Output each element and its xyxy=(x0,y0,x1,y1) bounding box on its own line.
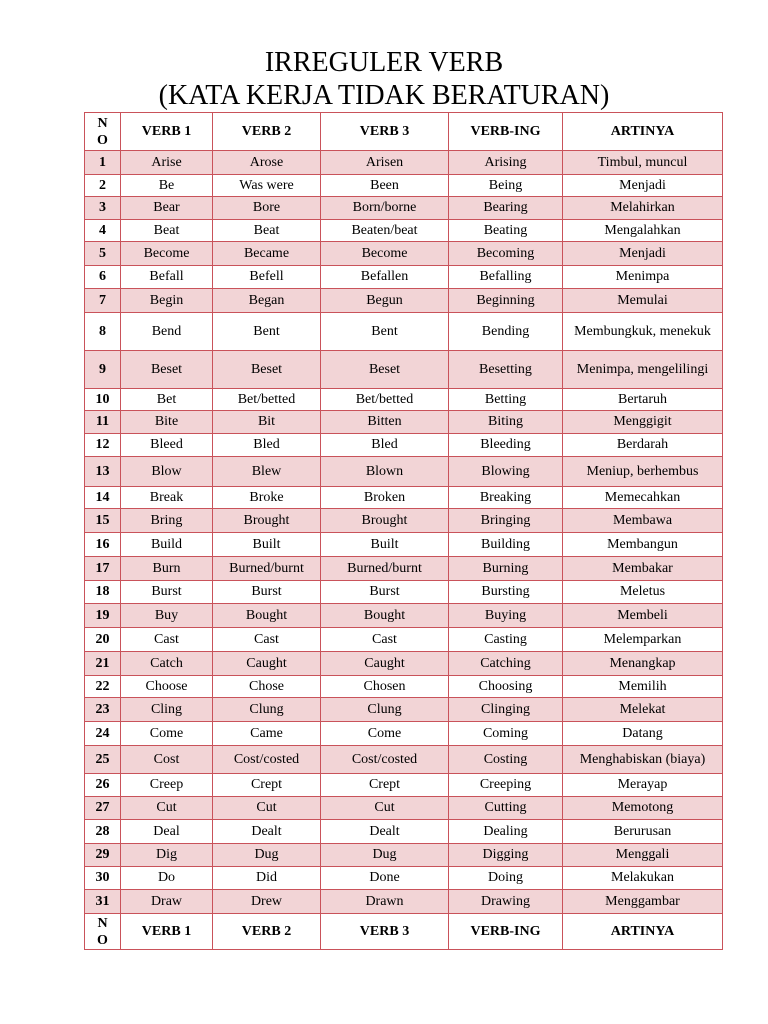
verb3-cell: Bought xyxy=(321,604,449,628)
row-number: 20 xyxy=(85,628,121,652)
verb3-cell: Built xyxy=(321,533,449,557)
verb2-cell: Cast xyxy=(213,628,321,652)
footer-verb2: VERB 2 xyxy=(213,914,321,950)
verb2-cell: Arose xyxy=(213,151,321,175)
artinya-cell: Menjadi xyxy=(563,175,723,197)
artinya-cell: Berurusan xyxy=(563,820,723,844)
verbing-cell: Drawing xyxy=(449,890,563,914)
artinya-cell: Menggambar xyxy=(563,890,723,914)
verb1-cell: Arise xyxy=(121,151,213,175)
verbing-cell: Beginning xyxy=(449,289,563,313)
verb2-cell: Burned/burnt xyxy=(213,557,321,581)
verbing-cell: Bearing xyxy=(449,197,563,220)
verb1-cell: Burn xyxy=(121,557,213,581)
artinya-cell: Melekat xyxy=(563,698,723,722)
verb1-cell: Cling xyxy=(121,698,213,722)
row-number: 13 xyxy=(85,457,121,487)
verb2-cell: Brought xyxy=(213,509,321,533)
table-row xyxy=(85,557,723,581)
row-number: 29 xyxy=(85,844,121,867)
artinya-cell: Melemparkan xyxy=(563,628,723,652)
verb1-cell: Dig xyxy=(121,844,213,867)
row-number: 23 xyxy=(85,698,121,722)
header-verb2: VERB 2 xyxy=(213,113,321,151)
verbing-cell: Bleeding xyxy=(449,434,563,457)
footer-no: N O xyxy=(85,914,121,950)
table-row xyxy=(85,151,723,175)
verb2-cell: Dug xyxy=(213,844,321,867)
verb3-cell: Begun xyxy=(321,289,449,313)
verb1-cell: Bring xyxy=(121,509,213,533)
verbing-cell: Becoming xyxy=(449,242,563,266)
verb2-cell: Befell xyxy=(213,266,321,289)
row-number: 15 xyxy=(85,509,121,533)
verb2-cell: Drew xyxy=(213,890,321,914)
verbing-cell: Besetting xyxy=(449,351,563,389)
verb2-cell: Built xyxy=(213,533,321,557)
verb3-cell: Brought xyxy=(321,509,449,533)
verb3-cell: Burst xyxy=(321,581,449,604)
verb1-cell: Cost xyxy=(121,746,213,774)
row-number: 9 xyxy=(85,351,121,389)
verb3-cell: Broken xyxy=(321,487,449,509)
verb1-cell: Beat xyxy=(121,220,213,242)
table-row xyxy=(85,797,723,820)
table-row xyxy=(85,434,723,457)
page-subtitle: (KATA KERJA TIDAK BERATURAN) xyxy=(158,80,610,111)
footer-verbing: VERB-ING xyxy=(449,914,563,950)
artinya-cell: Memulai xyxy=(563,289,723,313)
verbing-cell: Cutting xyxy=(449,797,563,820)
row-number: 11 xyxy=(85,411,121,434)
verb2-cell: Broke xyxy=(213,487,321,509)
verbing-cell: Breaking xyxy=(449,487,563,509)
artinya-cell: Melahirkan xyxy=(563,197,723,220)
row-number: 17 xyxy=(85,557,121,581)
artinya-cell: Bertaruh xyxy=(563,389,723,411)
verb1-cell: Cast xyxy=(121,628,213,652)
verbing-cell: Catching xyxy=(449,652,563,676)
row-number: 21 xyxy=(85,652,121,676)
verb1-cell: Creep xyxy=(121,774,213,797)
row-number: 2 xyxy=(85,175,121,197)
row-number: 1 xyxy=(85,151,121,175)
verbing-cell: Digging xyxy=(449,844,563,867)
verb2-cell: Did xyxy=(213,867,321,890)
artinya-cell: Menggali xyxy=(563,844,723,867)
table-row xyxy=(85,509,723,533)
table-row xyxy=(85,533,723,557)
verbing-cell: Creeping xyxy=(449,774,563,797)
table-row xyxy=(85,867,723,890)
row-number: 10 xyxy=(85,389,121,411)
row-number: 5 xyxy=(85,242,121,266)
verbing-cell: Costing xyxy=(449,746,563,774)
verb2-cell: Clung xyxy=(213,698,321,722)
artinya-cell: Membakar xyxy=(563,557,723,581)
table-row xyxy=(85,266,723,289)
verb1-cell: Burst xyxy=(121,581,213,604)
table-row xyxy=(85,774,723,797)
verbing-cell: Dealing xyxy=(449,820,563,844)
verbing-cell: Biting xyxy=(449,411,563,434)
verbing-cell: Doing xyxy=(449,867,563,890)
row-number: 18 xyxy=(85,581,121,604)
table-row xyxy=(85,411,723,434)
table-row xyxy=(85,457,723,487)
verbing-cell: Casting xyxy=(449,628,563,652)
verbing-cell: Burning xyxy=(449,557,563,581)
verb3-cell: Chosen xyxy=(321,676,449,698)
table-row xyxy=(85,220,723,242)
verb2-cell: Burst xyxy=(213,581,321,604)
verb2-cell: Blew xyxy=(213,457,321,487)
row-number: 24 xyxy=(85,722,121,746)
row-number: 4 xyxy=(85,220,121,242)
table-row xyxy=(85,389,723,411)
verb2-cell: Cut xyxy=(213,797,321,820)
verb3-cell: Come xyxy=(321,722,449,746)
row-number: 26 xyxy=(85,774,121,797)
table-row xyxy=(85,652,723,676)
verb1-cell: Buy xyxy=(121,604,213,628)
table-row xyxy=(85,698,723,722)
verb3-cell: Dealt xyxy=(321,820,449,844)
verb3-cell: Blown xyxy=(321,457,449,487)
artinya-cell: Menggigit xyxy=(563,411,723,434)
verbing-cell: Clinging xyxy=(449,698,563,722)
page-title: IRREGULER VERB xyxy=(264,47,504,78)
verb2-cell: Bit xyxy=(213,411,321,434)
verb2-cell: Bought xyxy=(213,604,321,628)
verb2-cell: Bent xyxy=(213,313,321,351)
table-row xyxy=(85,289,723,313)
verb3-cell: Crept xyxy=(321,774,449,797)
artinya-cell: Mengalahkan xyxy=(563,220,723,242)
verb2-cell: Became xyxy=(213,242,321,266)
verb1-cell: Do xyxy=(121,867,213,890)
table-row xyxy=(85,844,723,867)
row-number: 12 xyxy=(85,434,121,457)
verb2-cell: Cost/costed xyxy=(213,746,321,774)
verb1-cell: Beset xyxy=(121,351,213,389)
row-number: 16 xyxy=(85,533,121,557)
artinya-cell: Menghabiskan (biaya) xyxy=(563,746,723,774)
verbing-cell: Blowing xyxy=(449,457,563,487)
verb1-cell: Come xyxy=(121,722,213,746)
artinya-cell: Memilih xyxy=(563,676,723,698)
verb3-cell: Bitten xyxy=(321,411,449,434)
artinya-cell: Merayap xyxy=(563,774,723,797)
verb2-cell: Beset xyxy=(213,351,321,389)
verb1-cell: Deal xyxy=(121,820,213,844)
verb1-cell: Build xyxy=(121,533,213,557)
verbing-cell: Building xyxy=(449,533,563,557)
table-row xyxy=(85,746,723,774)
verb1-cell: Choose xyxy=(121,676,213,698)
verbing-cell: Betting xyxy=(449,389,563,411)
row-number: 31 xyxy=(85,890,121,914)
row-number: 22 xyxy=(85,676,121,698)
verb1-cell: Become xyxy=(121,242,213,266)
table-row xyxy=(85,581,723,604)
verb1-cell: Cut xyxy=(121,797,213,820)
verbing-cell: Choosing xyxy=(449,676,563,698)
artinya-cell: Berdarah xyxy=(563,434,723,457)
row-number: 19 xyxy=(85,604,121,628)
artinya-cell: Memecahkan xyxy=(563,487,723,509)
verbing-cell: Bending xyxy=(449,313,563,351)
footer-verb3: VERB 3 xyxy=(321,914,449,950)
verb3-cell: Been xyxy=(321,175,449,197)
verb3-cell: Cost/costed xyxy=(321,746,449,774)
table-row xyxy=(85,197,723,220)
verb2-cell: Dealt xyxy=(213,820,321,844)
verb3-cell: Beset xyxy=(321,351,449,389)
header-verbing: VERB-ING xyxy=(449,113,563,151)
artinya-cell: Menangkap xyxy=(563,652,723,676)
verb1-cell: Bleed xyxy=(121,434,213,457)
verb1-cell: Bear xyxy=(121,197,213,220)
artinya-cell: Menimpa, mengelilingi xyxy=(563,351,723,389)
verb3-cell: Befallen xyxy=(321,266,449,289)
verb2-cell: Chose xyxy=(213,676,321,698)
verbing-cell: Bursting xyxy=(449,581,563,604)
verb3-cell: Bet/betted xyxy=(321,389,449,411)
table-row xyxy=(85,722,723,746)
header-no: N O xyxy=(85,113,121,151)
verb2-cell: Bled xyxy=(213,434,321,457)
verb1-cell: Catch xyxy=(121,652,213,676)
verbing-cell: Arising xyxy=(449,151,563,175)
verb1-cell: Draw xyxy=(121,890,213,914)
row-number: 25 xyxy=(85,746,121,774)
verb3-cell: Become xyxy=(321,242,449,266)
artinya-cell: Meletus xyxy=(563,581,723,604)
artinya-cell: Membawa xyxy=(563,509,723,533)
verb2-cell: Crept xyxy=(213,774,321,797)
header-verb1: VERB 1 xyxy=(121,113,213,151)
verb1-cell: Bite xyxy=(121,411,213,434)
footer-verb1: VERB 1 xyxy=(121,914,213,950)
verbing-cell: Bringing xyxy=(449,509,563,533)
verb2-cell: Was were xyxy=(213,175,321,197)
row-number: 7 xyxy=(85,289,121,313)
verbing-cell: Coming xyxy=(449,722,563,746)
artinya-cell: Melakukan xyxy=(563,867,723,890)
table-row xyxy=(85,242,723,266)
verb2-cell: Began xyxy=(213,289,321,313)
artinya-cell: Menimpa xyxy=(563,266,723,289)
table-row xyxy=(85,487,723,509)
table-row xyxy=(85,628,723,652)
row-number: 27 xyxy=(85,797,121,820)
verb3-cell: Clung xyxy=(321,698,449,722)
verb1-cell: Bet xyxy=(121,389,213,411)
verbing-cell: Befalling xyxy=(449,266,563,289)
artinya-cell: Memotong xyxy=(563,797,723,820)
table-row xyxy=(85,175,723,197)
table-header-row xyxy=(85,113,723,151)
artinya-cell: Membungkuk, menekuk xyxy=(563,313,723,351)
header-verb3: VERB 3 xyxy=(321,113,449,151)
header-artinya: ARTINYA xyxy=(563,113,723,151)
verb3-cell: Bent xyxy=(321,313,449,351)
artinya-cell: Menjadi xyxy=(563,242,723,266)
verb3-cell: Arisen xyxy=(321,151,449,175)
table-row xyxy=(85,604,723,628)
row-number: 30 xyxy=(85,867,121,890)
row-number: 8 xyxy=(85,313,121,351)
verb1-cell: Break xyxy=(121,487,213,509)
verb2-cell: Bet/betted xyxy=(213,389,321,411)
verb1-cell: Begin xyxy=(121,289,213,313)
verbing-cell: Buying xyxy=(449,604,563,628)
table-footer-header-row xyxy=(85,914,723,950)
verb1-cell: Be xyxy=(121,175,213,197)
verbing-cell: Beating xyxy=(449,220,563,242)
table-row xyxy=(85,351,723,389)
verb3-cell: Cut xyxy=(321,797,449,820)
artinya-cell: Membangun xyxy=(563,533,723,557)
verb3-cell: Dug xyxy=(321,844,449,867)
artinya-cell: Datang xyxy=(563,722,723,746)
table-row xyxy=(85,676,723,698)
verb3-cell: Drawn xyxy=(321,890,449,914)
verb3-cell: Beaten/beat xyxy=(321,220,449,242)
artinya-cell: Meniup, berhembus xyxy=(563,457,723,487)
irregular-verb-table xyxy=(84,112,723,950)
artinya-cell: Timbul, muncul xyxy=(563,151,723,175)
table-row xyxy=(85,313,723,351)
verb3-cell: Bled xyxy=(321,434,449,457)
verb2-cell: Caught xyxy=(213,652,321,676)
table-row xyxy=(85,890,723,914)
artinya-cell: Membeli xyxy=(563,604,723,628)
table-row xyxy=(85,820,723,844)
verb1-cell: Blow xyxy=(121,457,213,487)
verb3-cell: Born/borne xyxy=(321,197,449,220)
verb1-cell: Befall xyxy=(121,266,213,289)
verb3-cell: Cast xyxy=(321,628,449,652)
verb3-cell: Done xyxy=(321,867,449,890)
row-number: 14 xyxy=(85,487,121,509)
row-number: 28 xyxy=(85,820,121,844)
row-number: 3 xyxy=(85,197,121,220)
verbing-cell: Being xyxy=(449,175,563,197)
row-number: 6 xyxy=(85,266,121,289)
verb2-cell: Beat xyxy=(213,220,321,242)
verb3-cell: Burned/burnt xyxy=(321,557,449,581)
footer-artinya: ARTINYA xyxy=(563,914,723,950)
verb2-cell: Came xyxy=(213,722,321,746)
verb3-cell: Caught xyxy=(321,652,449,676)
verb2-cell: Bore xyxy=(213,197,321,220)
verb1-cell: Bend xyxy=(121,313,213,351)
